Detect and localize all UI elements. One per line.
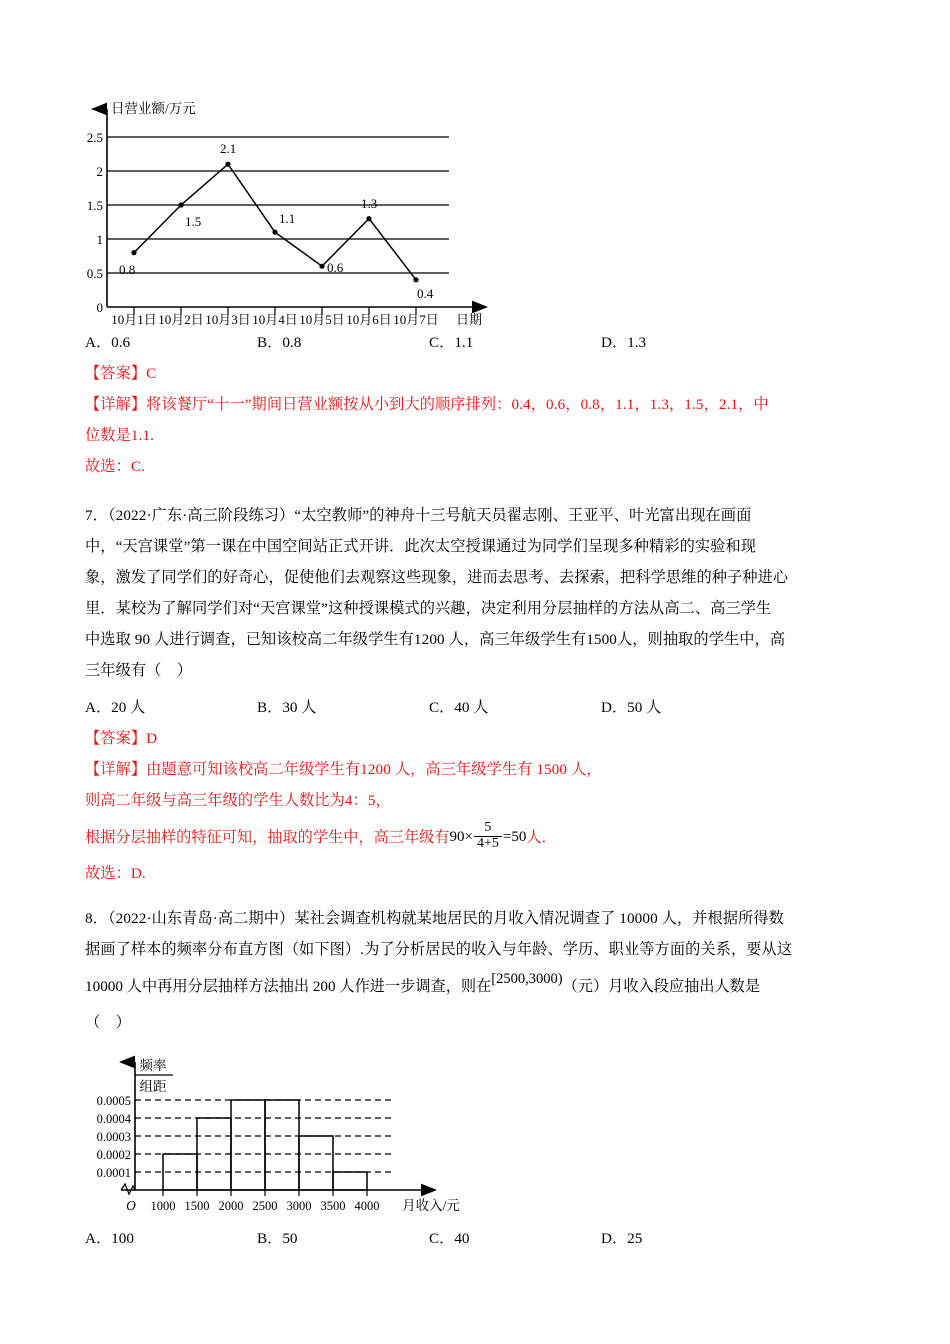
- x-label-0: 10月1日: [111, 312, 157, 327]
- y-tick-2: 0.0002: [96, 1148, 131, 1162]
- q8-number: 8．: [85, 910, 108, 927]
- gridlines: [107, 137, 449, 273]
- x-label-6: 10月7日: [393, 312, 439, 327]
- y-tick-labels: [87, 130, 103, 315]
- gridlines-dashed: [135, 1100, 391, 1172]
- q6-option-d[interactable]: D．1.3: [601, 334, 647, 351]
- x-axis-title: 月收入/元: [402, 1198, 460, 1213]
- q7-choose-line: 故选：D.: [85, 865, 146, 882]
- svg-text:1.5: 1.5: [87, 198, 103, 213]
- svg-text:2.5: 2.5: [87, 130, 103, 145]
- bar-3000-3500: [299, 1136, 333, 1190]
- x-tick-labels: [151, 1199, 380, 1213]
- point-label-1: 1.5: [185, 214, 202, 229]
- q7-source: （2022·广东·高三阶段练习）: [107, 507, 295, 524]
- page-content: [85, 95, 867, 1254]
- q7-explain-line-3: [85, 816, 867, 858]
- q6-choose-line: 故选：C.: [85, 458, 145, 475]
- histogram-svg: [91, 1048, 511, 1223]
- q6-options-row: [85, 327, 867, 358]
- q7-explain-line-3-post: 人．: [526, 828, 557, 846]
- formula-fraction: [474, 821, 502, 851]
- x-label-2: 10月3日: [205, 312, 251, 327]
- q6-option-c[interactable]: C．1.1: [429, 334, 474, 351]
- q8-stem-line-3-post: （元）月收入段应抽出人数是: [562, 977, 760, 995]
- point-label-2: 2.1: [220, 141, 237, 156]
- svg-text:1: 1: [96, 232, 103, 247]
- q7-formula: [449, 819, 527, 853]
- q8-stem-line-3-pre: 10000 人中再用分层抽样方法抽出 200 人作进一步调查，则在: [85, 977, 492, 995]
- x-ticks: [163, 1190, 367, 1196]
- y-axis-label: 日营业额/万元: [111, 101, 196, 116]
- formula-lead: 90×: [449, 828, 473, 845]
- q6-explain-line-2: 位数是1.1.: [85, 427, 155, 444]
- q7-option-b[interactable]: B．30 人: [257, 699, 317, 716]
- q8-stem-line-2: 据画了样本的频率分布直方图（如下图）.为了分析居民的收入与年龄、学历、职业等方面的关系，要从这: [85, 941, 793, 958]
- point-label-0: 0.8: [119, 262, 136, 277]
- q7-option-c[interactable]: C．40 人: [429, 699, 489, 716]
- point-label-4: 0.6: [327, 260, 344, 275]
- q7-stem-line-6: 三年级有（ ）: [85, 662, 193, 679]
- q7-stem-line-1: [85, 500, 867, 531]
- x-label-3: 10月4日: [252, 312, 298, 327]
- q6-answer-line: 【答案】C: [85, 365, 157, 382]
- q6-option-a[interactable]: A．0.6: [85, 334, 131, 351]
- q8-stem-text-1: 某社会调查机构就某地居民的月收入情况调查了 10000 人，并根据所得数: [294, 910, 784, 927]
- income-frequency-histogram: [91, 1048, 511, 1223]
- histogram-bars: [163, 1100, 367, 1190]
- y-tick-3: 0.0003: [96, 1130, 131, 1144]
- q8-stem-line-1: [85, 903, 867, 934]
- x-label-4: 10月5日: [299, 312, 345, 327]
- q7-answer-line: 【答案】D: [85, 730, 158, 747]
- q8-income-interval: [2500,3000): [491, 970, 563, 987]
- daily-revenue-line-chart: [87, 95, 557, 327]
- q8-option-a[interactable]: A．100: [85, 1230, 134, 1247]
- x-axis-title: 日期: [455, 312, 483, 327]
- x-edge-3: 2500: [252, 1199, 278, 1213]
- bar-2000-2500: [231, 1100, 265, 1190]
- formula-result: =50: [502, 828, 527, 845]
- q8-option-b[interactable]: B．50: [257, 1230, 298, 1247]
- y-axis-label-group: [135, 1058, 173, 1094]
- data-line: [134, 164, 416, 280]
- q7-stem-line-5: 中选取 90 人进行调查，已知该校高二年级学生有1200 人，高三年级学生有1500人，则抽取的学生中，高: [85, 631, 786, 648]
- x-edge-6: 4000: [354, 1199, 380, 1213]
- x-edge-4: 3000: [286, 1199, 312, 1213]
- y-axis-label-top: 频率: [139, 1058, 167, 1073]
- y-tick-1: 0.0001: [96, 1166, 131, 1180]
- q8-stem-line-4: （ ）: [85, 1014, 131, 1031]
- q6-explain-line-1: 【详解】将该餐厅“十一”期间日营业额按从小到大的顺序排列：0.4，0.6，0.8，1.1，1.3，1.5，2.1，中: [85, 396, 769, 413]
- q8-option-d[interactable]: D．25: [601, 1230, 643, 1247]
- q6-option-b[interactable]: B．0.8: [257, 334, 302, 351]
- x-edge-5: 3500: [320, 1199, 346, 1213]
- svg-text:2: 2: [96, 164, 103, 179]
- data-points: [131, 162, 418, 283]
- q7-stem-line-3: 象，激发了同学们的好奇心，促使他们去观察这些现象，进而去思考、去探索，把科学思维的种子种进心: [85, 569, 789, 586]
- q8-options-row: [85, 1223, 867, 1254]
- q7-explain-line-1: 【详解】由题意可知该校高二年级学生有1200 人，高三年级学生有 1500 人，: [85, 761, 602, 778]
- q7-stem-text-1: “太空教师”的神舟十三号航天员翟志刚、王亚平、叶光富出现在画面: [294, 507, 752, 524]
- point-label-3: 1.1: [279, 211, 296, 226]
- q8-source: （2022·山东青岛·高二期中）: [107, 910, 295, 927]
- formula-numerator: 5: [484, 819, 492, 835]
- point-label-5: 1.3: [361, 196, 378, 211]
- q7-explain-line-2: 则高二年级与高三年级的学生人数比为4：5，: [85, 792, 391, 809]
- bar-3500-4000: [333, 1172, 367, 1190]
- q7-explain-line-3-pre: 根据分层抽样的特征可知，抽取的学生中，高三年级有: [85, 828, 450, 846]
- bar-2500-3000: [265, 1100, 299, 1190]
- formula-denominator: 4+5: [474, 836, 502, 852]
- q8-stem-line-3: [85, 965, 867, 1007]
- q7-options-row: [85, 692, 867, 723]
- x-label-1: 10月2日: [158, 312, 204, 327]
- q7-option-d[interactable]: D．50 人: [601, 699, 662, 716]
- x-edge-0: 1000: [150, 1199, 176, 1213]
- x-edge-2: 2000: [218, 1199, 244, 1213]
- x-label-5: 10月6日: [346, 312, 392, 327]
- y-tick-labels: [97, 1094, 132, 1180]
- y-tick-5: 0.0005: [96, 1094, 131, 1108]
- x-tick-labels: [111, 312, 482, 327]
- axis-break-icon: [121, 1184, 135, 1194]
- q7-stem-line-2: 中，“天宫课堂”第一课在中国空间站正式开讲．此次太空授课通过为同学们呈现多种精彩的实验和现: [85, 538, 757, 555]
- q8-option-c[interactable]: C．40: [429, 1230, 470, 1247]
- q7-stem-line-4: 里．某校为了解同学们对“天宫课堂”这种授课模式的兴趣，决定利用分层抽样的方法从高二、高三学生: [85, 600, 772, 617]
- q7-option-a[interactable]: A．20 人: [85, 699, 146, 716]
- q7-number: 7．: [85, 507, 108, 524]
- svg-text:0.5: 0.5: [87, 266, 103, 281]
- y-axis-label-bottom: 组距: [139, 1079, 167, 1094]
- origin-label: O: [126, 1198, 136, 1213]
- x-edge-1: 1500: [184, 1199, 210, 1213]
- line-chart-svg: [87, 95, 557, 327]
- svg-text:0: 0: [96, 300, 103, 315]
- point-label-6: 0.4: [417, 286, 434, 301]
- y-tick-4: 0.0004: [96, 1112, 131, 1126]
